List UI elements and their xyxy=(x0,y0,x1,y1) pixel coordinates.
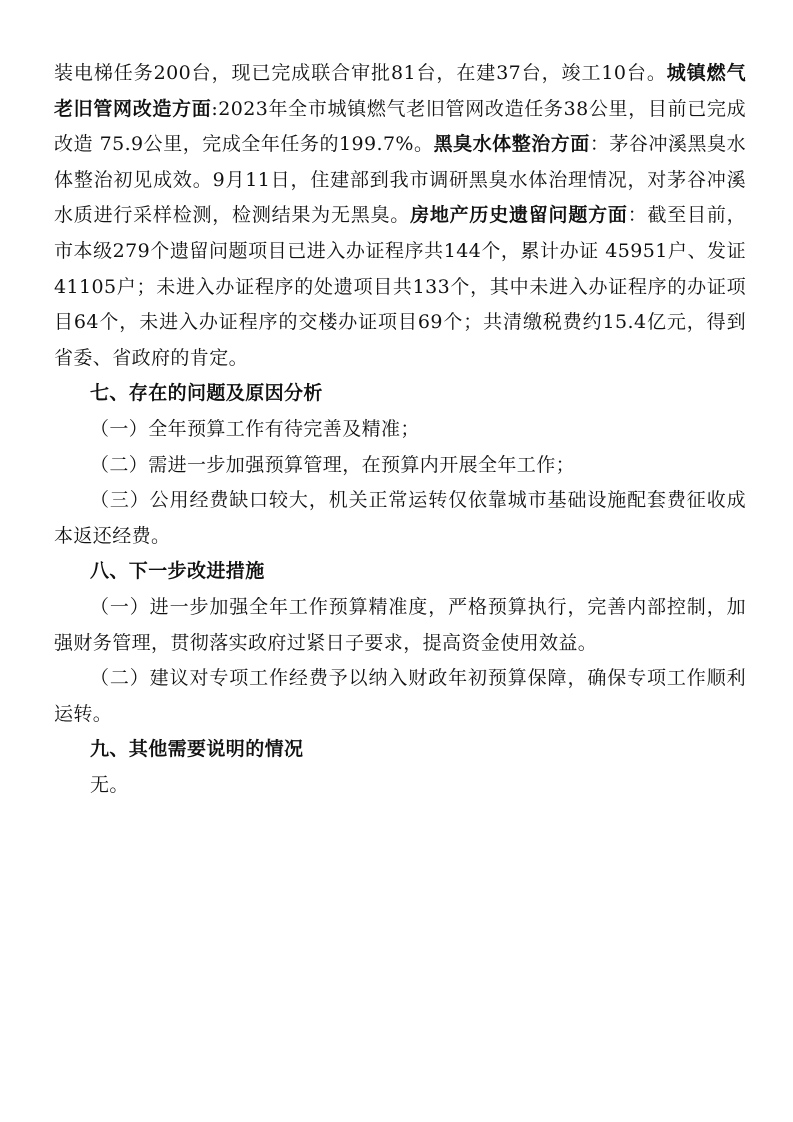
bold-topic-black-odorous-water: 黑臭水体整治方面 xyxy=(433,133,590,156)
list-item: （一）全年预算工作有待完善及精准； xyxy=(90,417,420,440)
text-run: 装电梯任务200台，现已完成联合审批81台，在建37台，竣工10台。 xyxy=(54,62,667,84)
section-heading-8: 八、下一步改进措施 xyxy=(90,560,265,583)
bold-topic-real-estate-legacy: 房地产历史遗留问题方面 xyxy=(410,204,628,227)
list-item: （一）进一步加强全年工作预算精准度，严格预算执行，完善内部控制，加强财务管理，贯彻落实政府过紧日子要求，提高资金使用效益。 xyxy=(54,595,746,654)
text-run: ：截至目前，市本级279个遗留问题项目已进入办证程序共144个，累计办证 45951户、发证41105户；未进入办证程序的处遗项目共133个，其中未进入办证程序的办证项目64个，未进入办证程序的交楼办证项目69个；共清缴税费约15.4亿元，得到省委、省政府的肯定。 xyxy=(54,204,746,369)
section-body: 无。 xyxy=(90,773,129,796)
list-item: （二）建议对专项工作经费予以纳入财政年初预算保障，确保专项工作顺利运转。 xyxy=(54,667,746,725)
text-run: :2023年全市城镇燃气老旧管网改造任务38公里，目前已完成改造 75.9公里，完成全年任务的199.7%。 xyxy=(54,97,746,156)
section-heading-7: 七、存在的问题及原因分析 xyxy=(90,382,323,405)
list-item: （二）需进一步加强预算管理，在预算内开展全年工作； xyxy=(90,453,576,476)
bold-topic-gas-pipeline: 城镇燃气老旧管网改造方面 xyxy=(54,62,746,120)
section-heading-9: 九、其他需要说明的情况 xyxy=(90,738,304,761)
continuation-paragraph xyxy=(54,56,746,376)
document-body xyxy=(54,56,746,803)
list-item: （三）公用经费缺口较大，机关正常运转仅依靠城市基础设施配套费征收成本返还经费。 xyxy=(54,489,746,547)
text-run: ：茅谷冲溪黑臭水体整治初见成效。9月11日，住建部到我市调研黑臭水体治理情况，对茅谷冲溪水质进行采样检测，检测结果为无黑臭。 xyxy=(54,133,746,227)
